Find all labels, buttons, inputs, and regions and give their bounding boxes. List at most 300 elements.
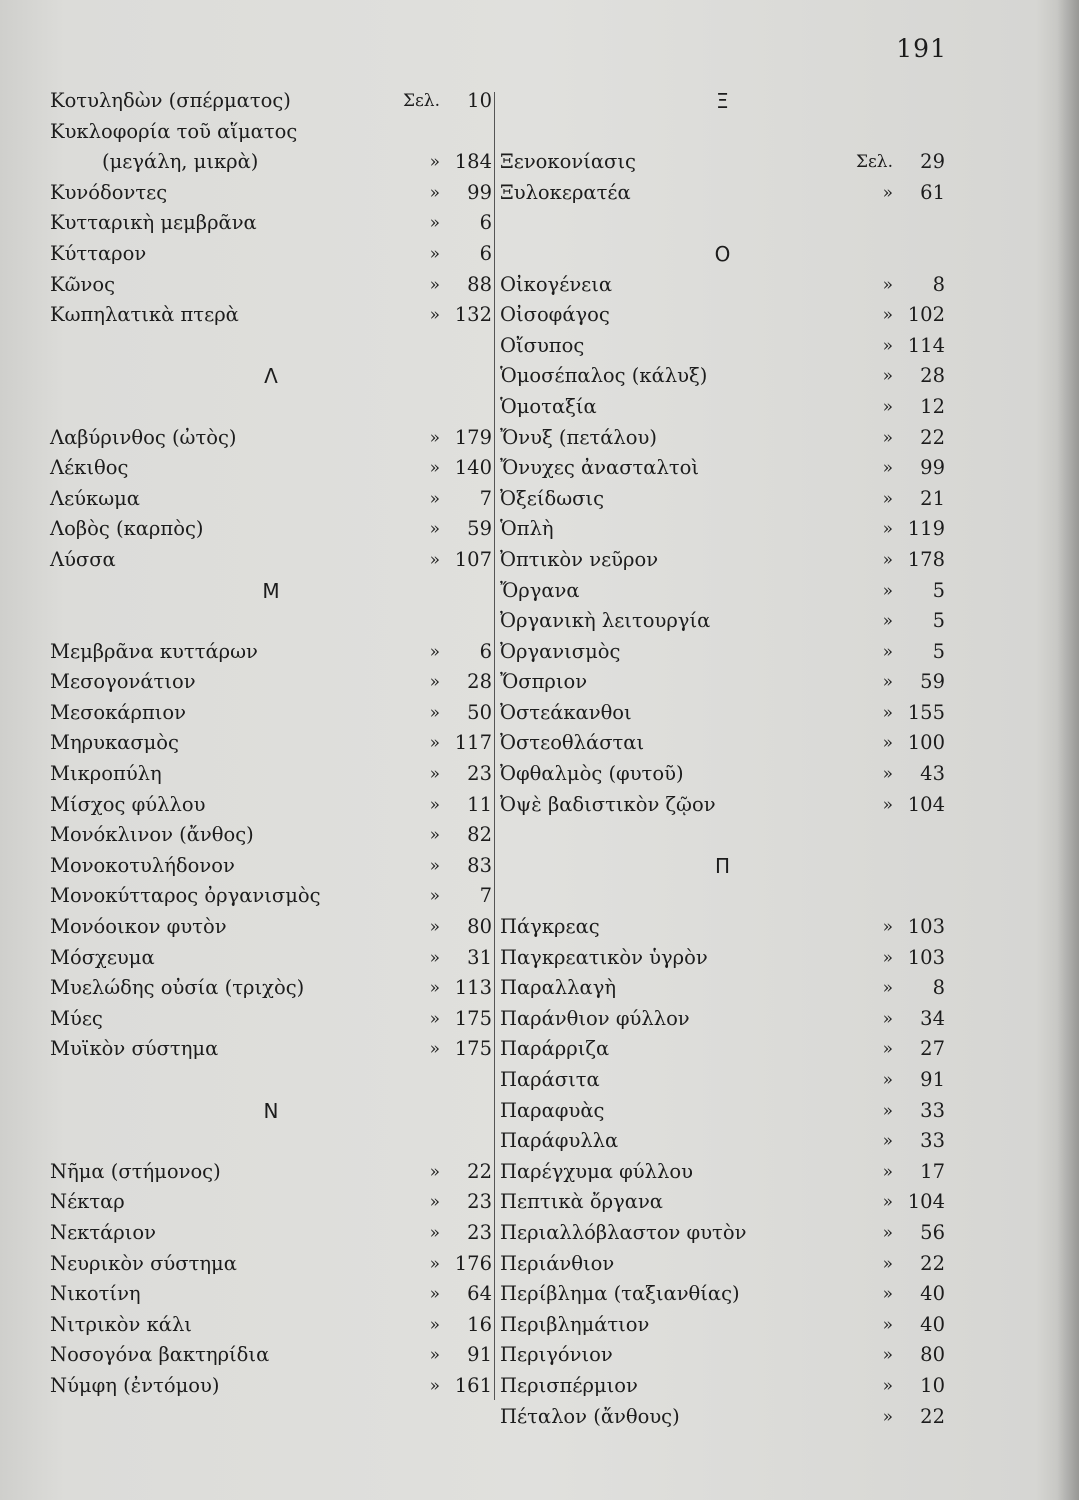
index-column-left xyxy=(50,86,492,1402)
index-term: Παράφυλλα xyxy=(500,1129,619,1153)
section-letter-heading xyxy=(500,239,945,270)
page-reference-marker: » xyxy=(882,1008,893,1029)
section-letter-heading xyxy=(50,576,492,607)
page-reference-number: 43 xyxy=(920,762,945,786)
page-reference-marker: » xyxy=(882,1070,893,1090)
page-reference-number: 161 xyxy=(454,1373,492,1397)
index-term: Ὁπλὴ xyxy=(500,517,554,541)
page-reference-marker: » xyxy=(882,702,893,723)
index-entry xyxy=(50,117,492,148)
index-entry xyxy=(50,545,492,576)
index-entry xyxy=(50,1004,492,1035)
index-term: Ὀψὲ βαδιστικὸν ζῷον xyxy=(500,792,716,816)
page-reference-number: 22 xyxy=(920,425,945,449)
index-entry xyxy=(500,1279,945,1310)
page-reference-marker: » xyxy=(882,427,893,448)
index-term: Πεπτικὰ ὄργανα xyxy=(500,1190,663,1214)
blank-spacer xyxy=(500,820,945,851)
index-entry xyxy=(50,1034,492,1065)
index-entry xyxy=(50,637,492,668)
page-reference-number: 103 xyxy=(907,945,945,969)
index-entry xyxy=(50,759,492,790)
page-reference-marker: » xyxy=(429,1314,440,1335)
page-reference-marker: » xyxy=(882,1345,893,1366)
index-term: Πάγκρεας xyxy=(500,915,600,939)
index-term: Παράσιτα xyxy=(500,1068,600,1091)
page-reference-number: 12 xyxy=(920,394,945,418)
page-reference-number: 16 xyxy=(467,1312,492,1336)
index-entry xyxy=(50,881,492,912)
index-entry xyxy=(500,606,945,637)
index-column-right xyxy=(500,86,945,1432)
page-reference-number: 8 xyxy=(932,976,945,1000)
page-reference-marker: » xyxy=(429,1345,440,1366)
index-term: Νῆμα (στήμονος) xyxy=(50,1159,221,1183)
page-reference-marker: » xyxy=(882,396,893,417)
page-reference-number: 23 xyxy=(467,1220,492,1244)
index-term: Μεσογονάτιον xyxy=(50,670,196,694)
index-entry xyxy=(50,514,492,545)
index-entry xyxy=(50,1249,492,1280)
index-entry xyxy=(500,1402,945,1433)
index-entry xyxy=(50,1340,492,1371)
index-entry xyxy=(500,912,945,943)
index-entry xyxy=(50,912,492,943)
page-reference-number: 40 xyxy=(920,1282,945,1306)
page-reference-marker: » xyxy=(429,794,440,815)
index-term: Κυτταρικὴ μεμβρᾶνα xyxy=(50,211,257,235)
page-reference-marker: » xyxy=(882,1314,893,1335)
index-entry xyxy=(500,759,945,790)
index-term: Περιβλημάτιον xyxy=(500,1312,650,1336)
page-reference-marker: » xyxy=(429,1008,440,1029)
index-term: Οἰκογένεια xyxy=(500,272,613,296)
index-term: Παραλλαγὴ xyxy=(500,976,617,1000)
index-entry xyxy=(50,484,492,515)
page-reference-number: 64 xyxy=(467,1282,492,1306)
page-reference-marker: » xyxy=(882,611,893,632)
page-reference-number: 10 xyxy=(920,1373,945,1397)
index-entry xyxy=(500,1187,945,1218)
index-term: Μυϊκὸν σύστημα xyxy=(50,1037,219,1061)
index-entry xyxy=(500,1157,945,1188)
page-reference-number: 50 xyxy=(467,700,492,724)
index-entry xyxy=(500,392,945,423)
page-reference-marker: » xyxy=(882,1100,893,1121)
index-term: Μονόοικον φυτὸν xyxy=(50,915,227,939)
section-letter: Λ xyxy=(264,364,278,389)
index-entry xyxy=(50,973,492,1004)
page-reference-number: 107 xyxy=(454,547,492,571)
page-reference-number: 140 xyxy=(454,456,492,480)
page-reference-marker: » xyxy=(882,641,893,662)
page-reference-number: 5 xyxy=(932,578,945,602)
index-term: Περισπέρμιον xyxy=(500,1373,638,1397)
page-reference-number: 10 xyxy=(467,89,492,112)
page-reference-marker: Σελ. xyxy=(402,91,440,111)
page-reference-number: 22 xyxy=(467,1159,492,1183)
blank-spacer xyxy=(50,1065,492,1096)
index-entry xyxy=(50,147,492,178)
page-reference-marker: » xyxy=(882,1406,893,1427)
page-reference-number: 6 xyxy=(479,241,492,265)
page-reference-marker: » xyxy=(882,488,893,509)
index-term: Ὄνυχες ἀνασταλτοὶ xyxy=(500,456,700,480)
index-entry xyxy=(500,514,945,545)
index-entry xyxy=(500,270,945,301)
page-reference-marker: » xyxy=(429,702,440,723)
index-term: Λεύκωμα xyxy=(50,486,140,510)
index-term: Περιάνθιον xyxy=(500,1251,615,1275)
index-term: Ὁμοσέπαλος (κάλυξ) xyxy=(500,364,708,388)
page-reference-number: 104 xyxy=(907,1190,945,1214)
page-reference-marker: » xyxy=(882,1284,893,1305)
page-reference-number: 33 xyxy=(920,1129,945,1153)
index-entry xyxy=(500,178,945,209)
index-term: Οἴσυπος xyxy=(500,333,585,357)
page-reference-number: 23 xyxy=(467,762,492,786)
index-entry xyxy=(50,698,492,729)
page-reference-number: 176 xyxy=(454,1251,492,1275)
index-entry xyxy=(50,453,492,484)
page-reference-number: 80 xyxy=(467,915,492,939)
page-reference-number: 113 xyxy=(454,976,492,1000)
page-reference-number: 27 xyxy=(920,1037,945,1061)
page-reference-number: 61 xyxy=(920,180,945,204)
page-reference-number: 104 xyxy=(907,792,945,816)
index-term: Περίβλημα (ταξιανθίας) xyxy=(500,1282,740,1306)
page-reference-marker: » xyxy=(429,1284,440,1305)
page-reference-number: 88 xyxy=(467,272,492,296)
page-reference-number: 175 xyxy=(454,1037,492,1061)
section-letter-heading xyxy=(50,1096,492,1127)
page-reference-number: 40 xyxy=(920,1312,945,1336)
page-reference-marker: » xyxy=(429,274,440,295)
index-term: Μεσοκάρπιον xyxy=(50,700,186,724)
index-term: Ὄνυξ (πετάλου) xyxy=(500,425,657,449)
page-reference-marker: » xyxy=(882,580,893,601)
page-reference-number: 83 xyxy=(467,853,492,877)
page-reference-marker: » xyxy=(429,458,440,479)
index-entry xyxy=(50,1187,492,1218)
page-edge-shadow xyxy=(1057,0,1079,1500)
page-reference-marker: » xyxy=(882,794,893,815)
page-reference-marker: » xyxy=(429,947,440,968)
index-term: Νοσογόνα βακτηρίδια xyxy=(50,1343,270,1367)
page-reference-number: 22 xyxy=(920,1251,945,1275)
page-reference-marker: » xyxy=(429,1222,440,1243)
index-term: Νευρικὸν σύστημα xyxy=(50,1251,237,1275)
section-letter-heading xyxy=(500,86,945,117)
page-reference-number: 59 xyxy=(467,517,492,541)
index-term: Νικοτίνη xyxy=(50,1282,141,1306)
index-term: Ὄσπριον xyxy=(500,670,588,694)
page-reference-marker: » xyxy=(882,672,893,693)
page-reference-marker: » xyxy=(882,366,893,387)
index-entry xyxy=(500,667,945,698)
page-reference-number: 21 xyxy=(920,486,945,510)
index-entry xyxy=(500,1096,945,1127)
page-reference-number: 91 xyxy=(467,1343,492,1367)
page-reference-number: 7 xyxy=(479,884,492,908)
page-reference-marker: » xyxy=(882,1039,893,1060)
index-entry xyxy=(50,178,492,209)
page-reference-number: 179 xyxy=(454,425,492,449)
page-reference-marker: » xyxy=(429,1375,440,1396)
index-term: Νιτρικὸν κάλι xyxy=(50,1312,192,1336)
index-entry xyxy=(50,1218,492,1249)
index-entry xyxy=(500,728,945,759)
page-reference-number: 119 xyxy=(907,517,945,541)
index-entry xyxy=(500,484,945,515)
page-reference-number: 91 xyxy=(920,1068,945,1091)
index-term: Νύμφη (ἐντόμου) xyxy=(50,1373,220,1397)
index-entry xyxy=(500,790,945,821)
blank-spacer xyxy=(500,881,945,912)
page-reference-number: 114 xyxy=(907,333,945,357)
index-term: Ὀργανικὴ λειτουργία xyxy=(500,609,711,633)
page-reference-marker: » xyxy=(429,855,440,876)
page-reference-number: 7 xyxy=(479,486,492,510)
page-reference-marker: » xyxy=(429,305,440,326)
page-reference-marker: » xyxy=(429,1161,440,1182)
page-reference-marker: » xyxy=(882,1161,893,1182)
page-reference-number: 80 xyxy=(920,1343,945,1367)
page-reference-marker: » xyxy=(882,1131,893,1152)
page-reference-number: 5 xyxy=(932,639,945,663)
index-term: Ὀστεοθλάσται xyxy=(500,731,645,755)
index-entry xyxy=(500,973,945,1004)
index-term: Ὄργανα xyxy=(500,578,580,602)
index-term: Ὁμοταξία xyxy=(500,394,597,418)
page-reference-marker: » xyxy=(882,182,893,203)
page-reference-marker: » xyxy=(882,978,893,999)
index-entry xyxy=(50,851,492,882)
index-term: Παράρριζα xyxy=(500,1037,610,1061)
page-reference-number: 56 xyxy=(920,1220,945,1244)
page-reference-marker: » xyxy=(429,519,440,540)
index-term: Κωπηλατικὰ πτερὰ xyxy=(50,303,239,327)
index-term: Μύες xyxy=(50,1006,103,1030)
index-term: Περιγόνιον xyxy=(500,1343,613,1367)
index-term: Πέταλον (ἄνθους) xyxy=(500,1404,680,1428)
index-term: Κυκλοφορία τοῦ αἵματος xyxy=(50,119,298,143)
column-divider xyxy=(494,92,495,1400)
index-term: Κῶνος xyxy=(50,272,115,296)
blank-spacer xyxy=(50,606,492,637)
page-reference-number: 103 xyxy=(907,915,945,939)
index-entry xyxy=(50,1310,492,1341)
index-term: Νέκταρ xyxy=(50,1190,125,1214)
page-reference-marker: » xyxy=(882,305,893,326)
page-reference-marker: » xyxy=(429,213,440,234)
page-reference-marker: » xyxy=(882,764,893,785)
index-entry xyxy=(500,1340,945,1371)
page-reference-number: 11 xyxy=(467,792,492,816)
index-entry xyxy=(500,423,945,454)
blank-spacer xyxy=(500,208,945,239)
page-reference-number: 99 xyxy=(467,180,492,204)
index-entry xyxy=(500,1218,945,1249)
page-reference-number: 102 xyxy=(907,303,945,327)
page-reference-number: 28 xyxy=(467,670,492,694)
page-reference-number: 59 xyxy=(920,670,945,694)
page-reference-number: 100 xyxy=(907,731,945,755)
index-term: Κυνόδοντες xyxy=(50,180,168,204)
index-term: Οἰσοφάγος xyxy=(500,303,610,327)
page-reference-marker: » xyxy=(429,488,440,509)
index-term: Παραφυὰς xyxy=(500,1098,605,1122)
page-reference-marker: » xyxy=(429,825,440,846)
index-entry xyxy=(50,820,492,851)
index-entry xyxy=(500,1004,945,1035)
page-reference-number: 17 xyxy=(920,1159,945,1183)
index-entry xyxy=(500,453,945,484)
index-term: Μόσχευμα xyxy=(50,945,155,969)
page-reference-marker: » xyxy=(429,427,440,448)
page-reference-number: 155 xyxy=(907,700,945,724)
index-entry xyxy=(50,728,492,759)
index-entry xyxy=(500,1034,945,1065)
index-entry xyxy=(500,300,945,331)
index-term: Μικροπύλη xyxy=(50,762,162,786)
index-term: Κύτταρον xyxy=(50,241,147,265)
page-number: 191 xyxy=(896,34,947,63)
index-term: Ὀργανισμὸς xyxy=(500,639,621,663)
page-reference-marker: » xyxy=(429,1039,440,1060)
page-reference-number: 99 xyxy=(920,456,945,480)
index-term: Μηρυκασμὸς xyxy=(50,731,179,755)
index-term: Μονόκλινον (ἄνθος) xyxy=(50,823,254,847)
index-term: Μίσχος φύλλου xyxy=(50,792,206,816)
page-reference-number: 184 xyxy=(454,150,492,174)
index-term: Μονοκοτυλήδονον xyxy=(50,853,235,877)
index-term: Κοτυληδὼν (σπέρματος) xyxy=(50,89,291,112)
page-reference-marker: » xyxy=(882,335,893,356)
index-entry xyxy=(500,545,945,576)
index-term: Λοβὸς (καρπὸς) xyxy=(50,517,204,541)
page-reference-marker: » xyxy=(882,274,893,295)
index-entry xyxy=(500,943,945,974)
page-reference-marker: » xyxy=(429,243,440,264)
section-letter: Μ xyxy=(262,578,280,603)
section-letter-heading xyxy=(50,361,492,392)
page-reference-marker: » xyxy=(882,947,893,968)
index-term: Μεμβρᾶνα κυττάρων xyxy=(50,639,258,663)
index-term: Ξενοκονίασις xyxy=(500,150,636,174)
page-reference-number: 31 xyxy=(467,945,492,969)
page-reference-marker: » xyxy=(882,1253,893,1274)
page-reference-marker: » xyxy=(429,733,440,754)
page-reference-marker: » xyxy=(429,152,440,173)
page-reference-marker: » xyxy=(882,733,893,754)
index-entry xyxy=(50,1157,492,1188)
index-term: Ὀστεάκανθοι xyxy=(500,700,632,724)
index-entry xyxy=(50,1279,492,1310)
page-reference-number: 117 xyxy=(454,731,492,755)
index-entry xyxy=(50,423,492,454)
index-entry xyxy=(500,1249,945,1280)
index-entry xyxy=(50,208,492,239)
index-term: (μεγάλη, μικρὰ) xyxy=(102,150,259,174)
page-reference-marker: » xyxy=(882,1222,893,1243)
page-reference-number: 178 xyxy=(907,547,945,571)
page-reference-marker: » xyxy=(429,764,440,785)
index-entry xyxy=(500,331,945,362)
page-reference-marker: » xyxy=(429,886,440,907)
index-term: Μυελώδης οὐσία (τριχὸς) xyxy=(50,976,305,1000)
index-term: Λύσσα xyxy=(50,547,116,571)
page-reference-marker: » xyxy=(429,672,440,693)
page-reference-number: 23 xyxy=(467,1190,492,1214)
page-reference-number: 5 xyxy=(932,609,945,633)
section-letter: Ν xyxy=(263,1098,279,1123)
page-reference-marker: » xyxy=(429,641,440,662)
index-term: Νεκτάριον xyxy=(50,1220,157,1244)
page-reference-marker: » xyxy=(429,182,440,203)
page-reference-marker: » xyxy=(429,978,440,999)
page-reference-number: 29 xyxy=(920,150,945,174)
index-term: Ὀξείδωσις xyxy=(500,486,604,510)
page-reference-number: 6 xyxy=(479,639,492,663)
page-reference-marker: » xyxy=(429,1192,440,1213)
section-letter: Π xyxy=(714,853,731,878)
index-entry xyxy=(50,667,492,698)
page-reference-number: 6 xyxy=(479,211,492,235)
section-letter: Ξ xyxy=(716,89,729,113)
page-reference-marker: » xyxy=(429,917,440,938)
page-reference-number: 28 xyxy=(920,364,945,388)
index-entry xyxy=(50,270,492,301)
page-reference-marker: » xyxy=(882,458,893,479)
index-term: Ὀπτικὸν νεῦρον xyxy=(500,547,659,571)
page-reference-number: 82 xyxy=(467,823,492,847)
page-reference-marker: » xyxy=(429,1253,440,1274)
index-term: Λαβύρινθος (ὠτὸς) xyxy=(50,425,237,449)
page-reference-marker: » xyxy=(882,549,893,570)
index-entry xyxy=(50,790,492,821)
index-term: Μονοκύτταρος ὀργανισμὸς xyxy=(50,884,321,908)
page-reference-number: 22 xyxy=(920,1404,945,1428)
index-entry xyxy=(500,361,945,392)
index-entry xyxy=(50,300,492,331)
blank-spacer xyxy=(50,392,492,423)
page-reference-marker: » xyxy=(882,917,893,938)
page-reference-number: 33 xyxy=(920,1098,945,1122)
index-term: Λέκιθος xyxy=(50,456,129,480)
index-entry xyxy=(50,1371,492,1402)
index-entry xyxy=(50,239,492,270)
index-term: Παράνθιον φύλλον xyxy=(500,1006,690,1030)
section-letter: Ο xyxy=(714,241,731,266)
page-reference-number: 175 xyxy=(454,1006,492,1030)
index-entry xyxy=(500,1310,945,1341)
page-reference-marker: » xyxy=(882,1375,893,1396)
page-reference-marker: » xyxy=(429,549,440,570)
page-reference-marker: Σελ. xyxy=(855,152,893,173)
section-letter-heading xyxy=(500,851,945,882)
index-entry xyxy=(50,86,492,117)
index-term: Ξυλοκερατέα xyxy=(500,180,631,204)
blank-spacer xyxy=(500,117,945,148)
index-term: Περιαλλόβλαστον φυτὸν xyxy=(500,1220,747,1244)
index-entry xyxy=(500,1371,945,1402)
index-term: Ὀφθαλμὸς (φυτοῦ) xyxy=(500,762,684,786)
index-entry xyxy=(50,943,492,974)
index-entry xyxy=(500,637,945,668)
index-entry xyxy=(500,147,945,178)
blank-spacer xyxy=(50,1126,492,1157)
